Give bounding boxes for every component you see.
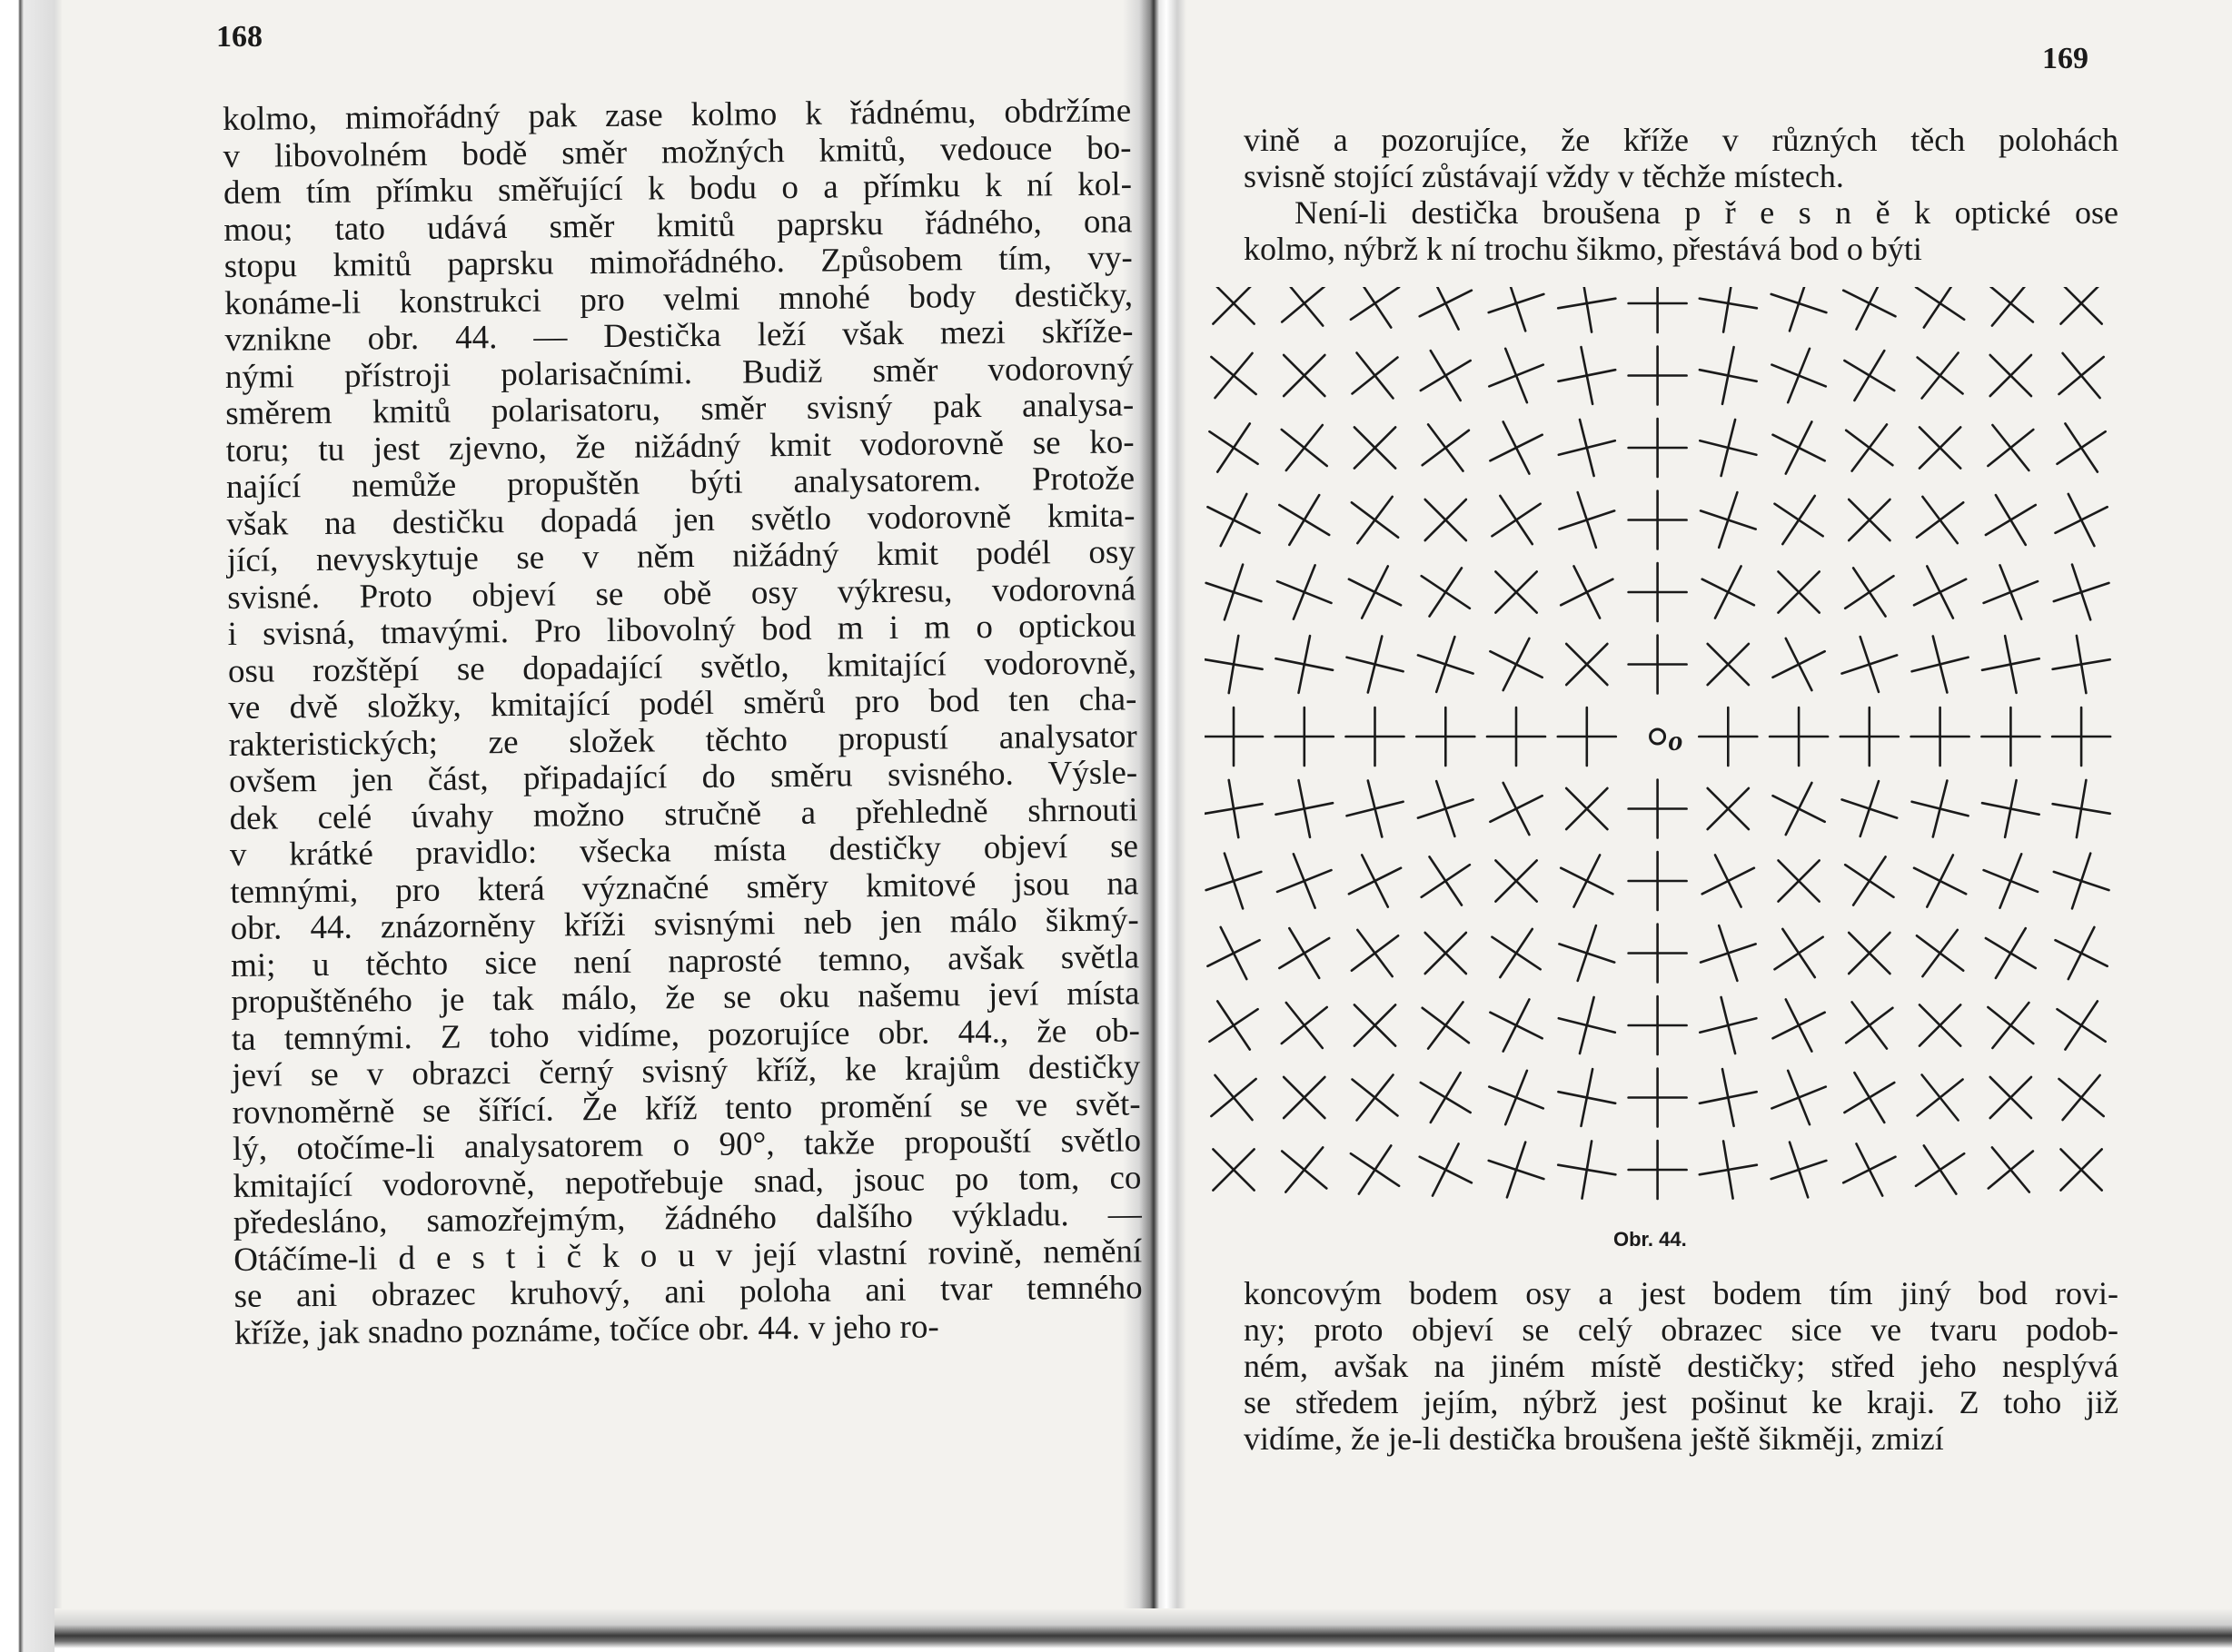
text-line: svisně stojící zůstávají vždy v těchže místech. [1244,158,1844,194]
text-line: propuštěného je tak málo, že se oku našemu jeví místa [231,974,1140,1021]
cross-mark [2053,780,2110,837]
text-line: konáme-li konstrukci pro velmi mnohé body destičky, [223,275,1134,322]
figure-origin-label: o [1668,724,1683,757]
text-line: vznikne obr. 44. — Destička leží však mezi skříže- [224,312,1134,359]
cross-mark [1846,424,1892,470]
text-line: dem tím přímku směřující k bodu o a přímku k ní kol- [223,165,1133,212]
cross-mark [1351,287,1399,328]
left-page-body [223,93,1143,1352]
cross-mark [2061,287,2102,324]
cross-mark [2054,565,2109,620]
cross-mark [1629,636,1687,694]
cross-mark [1629,347,1687,405]
cross-mark [1354,427,1395,468]
cross-mark [1205,636,1262,693]
cross-mark [1352,930,1398,976]
text-line: ta temnými. Z toho vidíme, pozorujíce obr. 44., že ob- [231,1011,1141,1058]
cross-mark [1422,568,1470,616]
cross-mark [1559,420,1615,476]
cross-mark [1981,707,2039,766]
cross-mark [1206,854,1262,909]
cross-mark [1558,1141,1615,1198]
cross-mark [1846,1002,1892,1048]
cross-mark [1282,425,1327,470]
cross-mark [1495,571,1536,612]
cross-mark [1700,347,1757,404]
cross-mark [1492,929,1540,977]
cross-mark [1558,347,1615,404]
cross-mark [1701,925,1756,981]
text-line: kříže, jak snadno poznáme, točíce obr. 44. v jeho ro- [233,1307,939,1352]
cross-mark [1770,707,1828,766]
cross-mark [1916,1145,1964,1193]
cross-mark [1489,1143,1544,1198]
cross-mark [1629,563,1687,621]
cross-mark [1351,1145,1399,1193]
cross-mark [1708,788,1749,829]
cross-mark [1912,637,1969,693]
cross-mark [1842,637,1898,692]
cross-mark [1558,707,1616,766]
text-line: temnými, pro která význačné směry kmitové jsou na [230,864,1139,911]
cross-mark [1773,783,1825,835]
cross-mark [1986,495,2036,545]
cross-mark [1418,781,1473,836]
cross-mark [1699,707,1757,766]
cross-mark [1284,355,1324,396]
cross-mark [1990,355,2031,396]
cross-mark [1559,492,1614,548]
cross-mark [1284,1077,1324,1118]
cross-mark [1490,638,1542,690]
text-line: v krátké pravidlo: všecka místa destičky objeví se [229,827,1139,874]
cross-mark [1920,427,1960,468]
cross-mark [2053,636,2110,693]
text-line: obr. 44. znázorněny kříži svisnými neb jen málo šikmý- [230,901,1139,947]
cross-mark [1917,930,1963,976]
cross-mark [1558,1069,1615,1126]
text-line: se ani obrazec kruhový, ani poloha ani tvar temného [233,1269,1143,1315]
cross-mark [1349,566,1401,618]
cross-mark [1489,349,1543,402]
text-line: svisné. Proto objeví se obě osy výkresu, vodorovná [227,569,1136,617]
cross-mark [1211,1075,1255,1120]
cross-mark [1629,852,1687,910]
cross-mark [1205,780,1262,837]
cross-mark [1629,419,1687,477]
center-point-o [1651,729,1665,744]
cross-mark [1629,1141,1687,1199]
cross-mark [1775,929,1823,977]
cross-mark [1912,781,1969,837]
cross-mark [1282,287,1326,326]
text-line: směrem kmitů polarisatoru, směr svisný pak analysa- [225,386,1135,432]
page-number-right: 169 [2042,42,2088,75]
cross-mark [1840,707,1899,766]
text-line: stopu kmitů paprsku mimořádného. Způsobem tím, vy- [223,239,1133,285]
cross-mark [1489,287,1544,331]
cross-mark [1279,495,1329,545]
cross-mark [1918,1075,1963,1121]
cross-mark [1700,997,1756,1054]
cross-mark [1421,351,1471,401]
cross-mark [2059,1075,2104,1120]
text-line: však na destičku dopadá jen světlo vodorovně kmita- [226,496,1136,543]
cross-mark [1207,494,1259,546]
cross-mark [2059,353,2104,398]
cross-mark [1986,928,2036,978]
right-page-body-top [1244,122,2118,267]
text-line: toru; tu jest zjevno, že nižádný kmit vodorovně se ko- [225,422,1135,470]
cross-mark [1277,565,1332,618]
text-line: osu rozštěpí se dopadající světlo, kmitající vodorovně, [227,643,1137,690]
text-line: se středem jejím, nýbrž jest pošinut ke kraji. Z toho již [1244,1384,2118,1420]
cross-mark [1349,855,1401,906]
cross-mark [1843,1143,1895,1195]
cross-mark [1420,287,1472,330]
cross-mark [1213,1149,1254,1190]
cross-mark [1492,496,1540,544]
cross-mark [1422,856,1470,905]
cross-mark [1771,1071,1825,1124]
cross-mark [1558,287,1615,332]
text-line: vidíme, že je-li destička broušena ještě šikměji, zmizí [1244,1420,1944,1457]
cross-mark [1771,287,1827,331]
cross-mark [1490,999,1542,1051]
cross-mark [1914,566,1966,618]
cross-mark [1275,636,1333,693]
cross-mark [1275,780,1333,837]
cross-mark [1561,855,1612,906]
cross-mark [1209,423,1257,471]
text-line: ovšem jen část, připadající do směru svisného. Výsle- [228,754,1138,800]
cross-mark [1775,496,1823,544]
cross-mark [1701,492,1756,548]
text-line: kolmo, mimořádný pak zase kolmo k řádnému, obdržíme [222,92,1132,138]
figure-caption: Obr. 44. [1613,1228,1687,1251]
text-line: Otáčíme-li d e s t i č k o u v její vlastní rovině, nemění [233,1232,1143,1279]
cross-mark [1209,1001,1257,1049]
cross-mark [1771,349,1825,402]
cross-mark [1354,1004,1395,1045]
text-line: ném, avšak na jiném místě destičky; střed jeho nesplývá [1244,1348,2118,1384]
cross-mark [1702,566,1754,618]
cross-mark [1559,997,1615,1054]
cross-mark [1629,491,1687,549]
cross-mark [1773,638,1825,690]
cross-mark [1844,351,1894,401]
cross-mark [1700,1069,1757,1126]
cross-mark [1347,637,1404,693]
text-line: kolmo, nýbrž k ní trochu šikmo, přestává bod o býti [1244,231,1922,267]
cross-mark [1566,788,1607,829]
cross-mark [1629,287,1687,332]
cross-mark [1700,1141,1757,1198]
cross-mark [1982,636,2039,693]
cross-mark [2056,927,2108,979]
cross-mark [1490,783,1542,835]
cross-mark [1423,424,1469,470]
cross-mark [1489,1071,1543,1124]
cross-mark [1420,1143,1472,1195]
cross-mark [1700,420,1756,476]
cross-mark [1911,707,1969,766]
cross-mark [2061,1149,2102,1190]
cross-mark [1421,1073,1471,1123]
text-line: lý, otočíme-li analysatorem o 90°, takže propouští světlo [232,1122,1142,1168]
cross-mark [1282,1147,1326,1192]
cross-mark [1920,1004,1960,1045]
cross-mark [1989,287,2033,326]
cross-mark [1213,287,1254,324]
text-line: nými přístroji polarisačními. Budiž směr vodorovný [224,349,1135,396]
cross-mark [1629,996,1687,1054]
cross-mark [1559,925,1614,981]
cross-grid-svg [1205,287,2113,1232]
text-line: ve dvě složky, kmitající podél směrů pro bod ten cha- [228,680,1137,727]
cross-mark [1917,497,1963,543]
cross-mark [2058,423,2106,471]
cross-mark [1490,421,1542,473]
cross-mark [1275,707,1334,766]
cross-mark [1849,500,1890,540]
cross-mark [1779,860,1820,901]
cross-mark [1425,500,1466,540]
cross-mark [1205,707,1263,766]
right-page-body-bottom [1244,1275,2118,1457]
cross-mark [1849,933,1890,974]
cross-mark [1845,856,1893,905]
cross-mark [1418,637,1473,692]
cross-mark [1206,565,1262,620]
cross-mark [1984,565,2039,618]
cross-mark [1629,1069,1687,1127]
cross-mark [1211,353,1255,398]
text-line: vině a pozorujíce, že kříže v různých těch polohách [1244,122,2118,158]
text-line: jeví se v obrazci černý svisný kříž, ke krajům destičky [232,1048,1141,1094]
cross-mark [1629,780,1687,838]
cross-mark [1347,781,1404,837]
cross-mark [1771,1143,1827,1198]
figure-44-cross-grid [1205,287,2113,1232]
page-number-left: 168 [216,20,263,54]
cross-mark [1990,1077,2031,1118]
cross-mark [1629,925,1687,983]
cross-mark [1989,1147,2033,1192]
cross-mark [2056,494,2108,546]
cross-mark [1352,497,1398,543]
cross-mark [1918,353,1963,399]
text-line: dek celé úvahy možno stručně a přehledně shrnouti [229,790,1138,837]
cross-mark [1844,1073,1894,1123]
cross-mark [1773,999,1825,1051]
cross-mark [1487,707,1545,766]
cross-mark [2054,854,2109,909]
cross-mark [1282,1003,1327,1048]
cross-mark [1916,287,1964,328]
text-line: ny; proto objeví se celý obrazec sice ve tvaru podob- [1244,1311,2118,1348]
text-line: i svisná, tmavými. Pro libovolný bod m i m o optickou [227,607,1136,653]
text-line: rakteristických; ze složek těchto propustí analysator [228,717,1137,764]
left-page [64,0,1143,1617]
cross-mark [2058,1001,2106,1049]
cross-mark [1708,644,1749,685]
cross-mark [1207,927,1259,979]
cross-mark [1988,425,2033,470]
cross-mark [1914,855,1966,906]
cross-mark [1416,707,1474,766]
cross-mark [1984,854,2039,907]
text-line: mou; tato udává směr kmitů paprsku řádného, ona [223,202,1133,249]
cross-mark [1425,933,1466,974]
cross-mark [1353,353,1398,399]
text-line: kmitající vodorovně, nepotřebuje snad, jsouc po tom, co [233,1158,1142,1205]
text-line: koncovým bodem osy a jest bodem tím jiný bod rovi- [1244,1275,2118,1311]
cross-mark [1277,854,1332,907]
text-line: předesláno, samozřejmým, žádného dalšího výkladu. — [233,1195,1143,1241]
cross-mark [1845,568,1893,616]
text-line: nající nemůže propuštěn býti analysatorem. Protože [225,460,1136,506]
cross-mark [1700,287,1757,332]
cross-mark [1779,571,1820,612]
cross-mark [1346,707,1404,766]
cross-mark [1423,1002,1469,1048]
cross-mark [1843,287,1895,330]
text-line: jící, nevyskytuje se v něm nižádný kmit podél osy [226,533,1136,579]
cross-mark [1561,566,1612,618]
cross-mark [1988,1003,2033,1048]
text-line: v libovolném bodě směr možných kmitů, vedouce bo- [223,128,1132,175]
cross-mark [2052,707,2110,766]
text-line: Není-li destička broušena p ř e s n ě k optické ose [1295,194,2118,231]
text-line: rovnoměrně se šířící. Že kříž tento promění se ve svět- [232,1084,1141,1132]
cross-mark [1495,860,1536,901]
cross-mark [1353,1075,1398,1121]
cross-mark [1566,644,1607,685]
text-line: mi; u těchto sice není naprosté temno, avšak světla [230,937,1140,984]
scan-edge-left [0,0,62,1652]
cross-mark [1982,780,2039,837]
cross-mark [1702,855,1754,906]
cross-mark [1279,928,1329,978]
cross-mark [1773,421,1825,473]
cross-mark [1842,781,1898,836]
